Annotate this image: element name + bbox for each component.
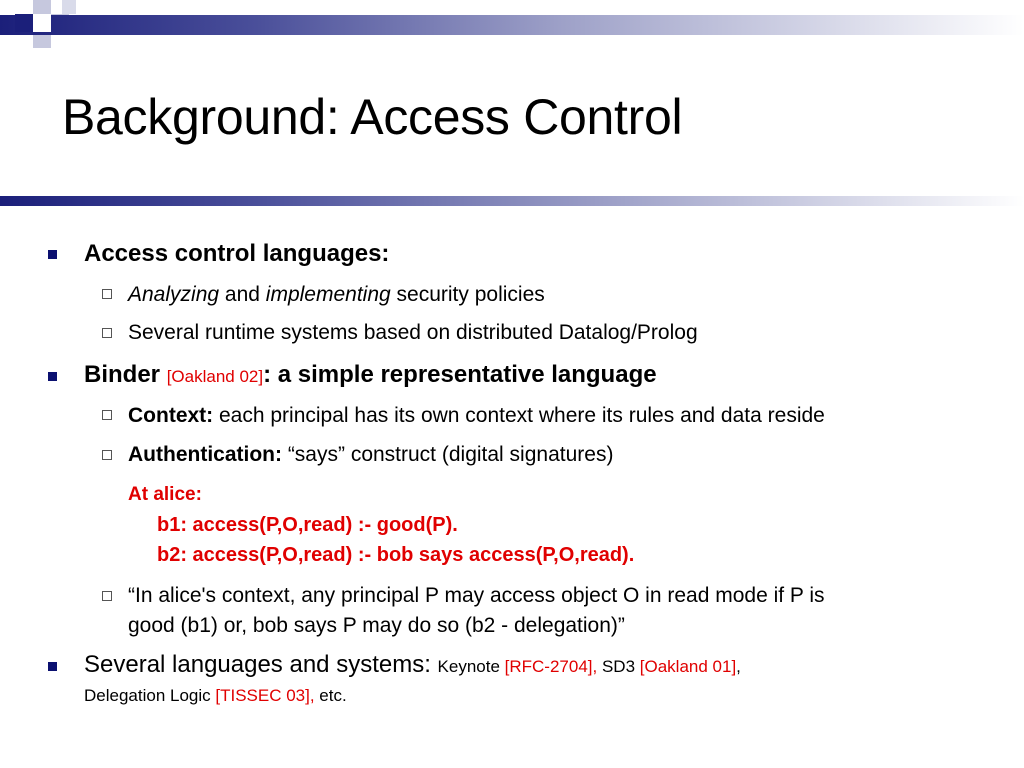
text-segment: each principal has its own context where its rules and data reside	[213, 404, 825, 427]
bullet-heading	[84, 361, 657, 389]
text-segment: : a simple representative language	[263, 361, 657, 388]
code-line: b2: access(P,O,read) :- bob says access(P,O,read).	[157, 544, 635, 566]
term-label: Context:	[128, 404, 214, 427]
sub-bullet-text	[128, 443, 613, 467]
text-segment: ,	[736, 657, 741, 676]
text-segment: “says” construct (digital signatures)	[281, 443, 614, 466]
emphasis-text: Analyzing	[128, 283, 220, 306]
text-segment: Keynote	[437, 657, 505, 676]
text-segment: Binder	[84, 361, 167, 388]
bullet-text-continued	[84, 686, 347, 706]
text-segment: Delegation Logic	[84, 686, 216, 705]
square-bullet-icon	[48, 372, 57, 381]
square-bullet-icon	[48, 662, 57, 671]
citation: [Oakland 02]	[166, 367, 264, 386]
citation: [Oakland 01]	[639, 657, 737, 676]
hollow-square-bullet-icon	[102, 410, 112, 420]
hollow-square-bullet-icon	[102, 328, 112, 338]
text-segment: Several languages and systems:	[84, 651, 438, 678]
code-line: b1: access(P,O,read) :- good(P).	[157, 514, 458, 536]
term-label: Authentication:	[128, 443, 282, 466]
citation: [RFC-2704],	[504, 657, 598, 676]
sub-bullet-text-continued: good (b1) or, bob says P may do so (b2 - delegation)”	[128, 614, 625, 637]
sub-bullet-text: Several runtime systems based on distributed Datalog/Prolog	[128, 321, 698, 344]
square-bullet-icon	[48, 250, 57, 259]
bullet-heading: Access control languages:	[84, 240, 390, 267]
citation: [TISSEC 03],	[215, 686, 315, 705]
hollow-square-bullet-icon	[102, 289, 112, 299]
hollow-square-bullet-icon	[102, 450, 112, 460]
sub-bullet-text	[128, 404, 825, 428]
text-segment: and	[219, 283, 266, 306]
sub-bullet-text	[128, 283, 545, 307]
hollow-square-bullet-icon	[102, 591, 112, 601]
text-segment: etc.	[314, 686, 347, 705]
emphasis-text: implementing	[265, 283, 391, 306]
code-header: At alice:	[128, 484, 202, 505]
sub-bullet-text: “In alice's context, any principal P may access object O in read mode if P is	[128, 584, 825, 607]
page-title: Background: Access Control	[62, 89, 683, 145]
text-segment: SD3	[597, 657, 640, 676]
bullet-text	[84, 651, 741, 679]
text-segment: security policies	[390, 283, 545, 306]
